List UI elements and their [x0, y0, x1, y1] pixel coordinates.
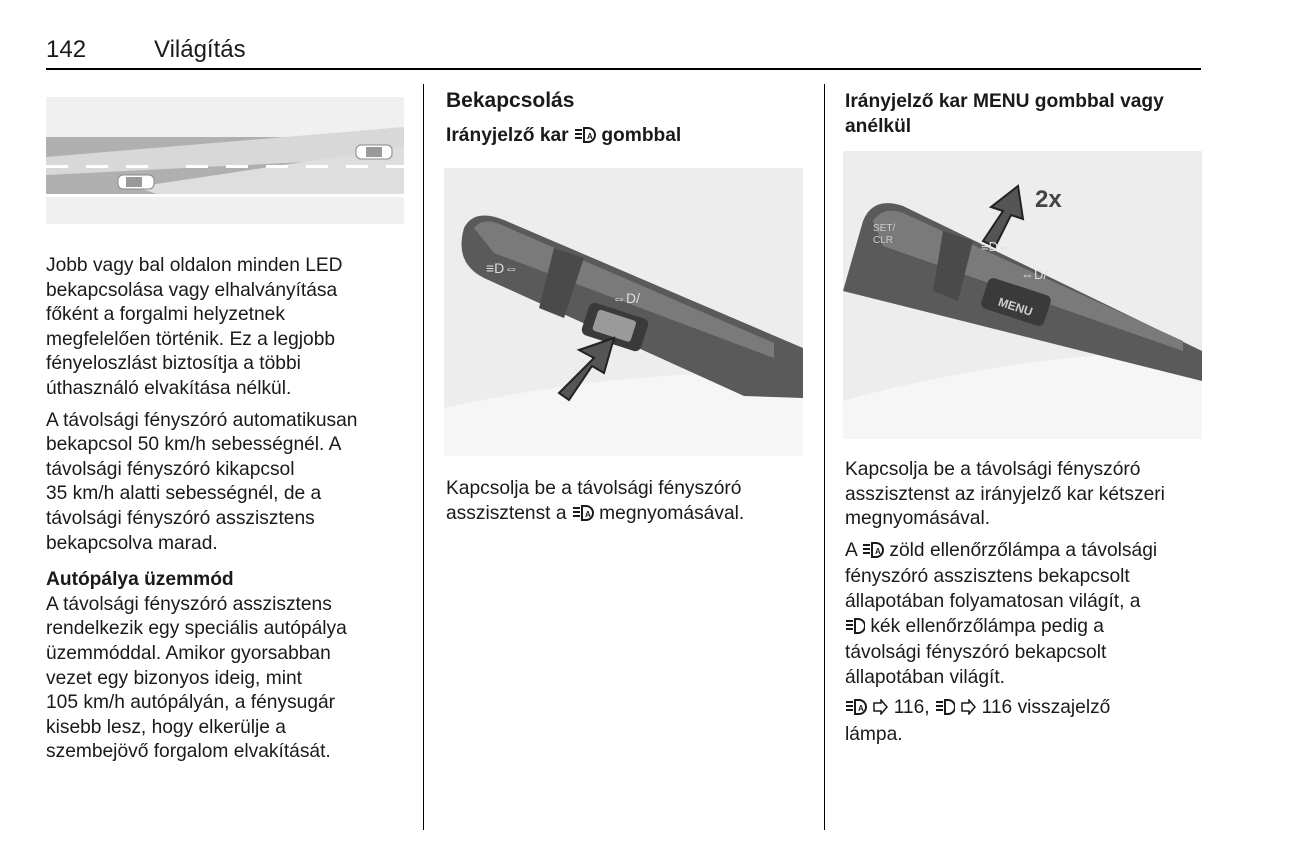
- text-line: megfelelően történik. Ez a legjobb: [46, 328, 336, 350]
- text-line: állapotában folyamatosan világít, a: [845, 590, 1141, 612]
- text-line: megnyomásával.: [845, 508, 991, 530]
- right-column-text: [845, 458, 1205, 748]
- page-number: 142: [46, 36, 87, 63]
- high-beam-assist-icon: [574, 126, 596, 151]
- page-reference-arrow-icon: [960, 698, 976, 723]
- oncoming-car-icon: [356, 145, 392, 159]
- text-span: megnyomásával.: [593, 502, 745, 524]
- high-beam-icon: [845, 617, 865, 642]
- menu-lever-figure: [843, 151, 1202, 439]
- caption-paragraph: [845, 458, 1205, 532]
- middle-caption: [446, 477, 806, 528]
- text-line: szembejövő forgalom elvakítását.: [46, 741, 331, 763]
- auto-paragraph: [46, 409, 416, 557]
- text-line: anélkül: [845, 115, 912, 137]
- svg-text:A: A: [586, 132, 593, 141]
- reference-paragraph: [845, 696, 1205, 747]
- text-line: Jobb vagy bal oldalon minden LED: [46, 255, 343, 276]
- text-line: asszisztenst az irányjelző kar kétszeri: [845, 483, 1165, 505]
- text-line: [446, 502, 806, 529]
- page-header: [46, 34, 1201, 70]
- text-line: vezet egy bizonyos ideig, mint: [46, 667, 302, 689]
- text-line: bekapcsol 50 km/h sebességnél. A: [46, 434, 342, 456]
- text-line: rendelkezik egy speciális autópálya: [46, 618, 347, 640]
- text-line: [845, 696, 1205, 723]
- high-beam-assist-icon: [862, 541, 884, 566]
- text-line: kisebb lesz, hogy elkerülje a: [46, 716, 286, 738]
- text-span: Irányjelző kar: [446, 125, 574, 146]
- text-span: asszisztenst a: [446, 502, 572, 524]
- text-line: állapotában világít.: [845, 666, 1006, 688]
- svg-text:≡D⇔: ≡D⇔: [981, 239, 1011, 254]
- setclr-label-line: SET/: [873, 223, 896, 234]
- high-beam-assist-icon: [845, 698, 867, 723]
- text-line: úthasználó elvakítása nélkül.: [46, 377, 292, 399]
- text-line: Kapcsolja be a távolsági fényszóró: [845, 459, 1141, 480]
- svg-text:⇔D/: ⇔D/: [1021, 267, 1047, 282]
- text-span: visszajelző: [1017, 697, 1111, 719]
- text-line: 105 km/h autópályán, a fénysugár: [46, 692, 336, 714]
- indicator-paragraph: [845, 539, 1205, 691]
- text-line: [845, 615, 1205, 642]
- page-reference[interactable]: 116,: [893, 697, 930, 719]
- text-line: lámpa.: [845, 723, 903, 745]
- svg-text:≡D⇔: ≡D⇔: [486, 260, 519, 276]
- column-divider-1: [423, 84, 424, 830]
- press-twice-label: 2x: [1035, 186, 1062, 213]
- text-line: távolsági fényszóró asszisztens: [46, 507, 315, 529]
- page-reference[interactable]: 116: [981, 697, 1013, 719]
- text-span: zöld ellenőrzőlámpa a távolsági: [884, 539, 1158, 561]
- intro-paragraph: [46, 254, 416, 402]
- text-span: kék ellenőrzőlámpa pedig a: [865, 615, 1104, 637]
- section-heading: Bekapcsolás: [446, 89, 575, 112]
- section-heading: [845, 90, 1205, 139]
- text-line: bekapcsolva marad.: [46, 532, 218, 554]
- text-line: Kapcsolja be a távolsági fényszóró: [446, 478, 742, 499]
- text-line: távolsági fényszóró kikapcsol: [46, 458, 295, 480]
- text-line: üzemmóddal. Amikor gyorsabban: [46, 642, 331, 664]
- menu-label: MENU: [996, 294, 1035, 319]
- text-line: [845, 539, 1205, 566]
- right-column-header: [845, 90, 1205, 139]
- text-span: gombbal: [595, 125, 682, 146]
- text-span: A: [845, 539, 863, 561]
- page-reference-arrow-icon: [872, 698, 888, 723]
- high-beam-icon: [935, 698, 955, 723]
- high-beam-assist-icon: [572, 504, 594, 529]
- text-line: 35 km/h alatti sebességnél, de a: [46, 483, 322, 505]
- turn-signal-lever-figure: [444, 168, 803, 456]
- text-line: bekapcsolása vagy elhalványítása: [46, 279, 338, 301]
- svg-text:A: A: [858, 704, 864, 714]
- svg-text:A: A: [584, 509, 591, 519]
- text-line: A távolsági fényszóró automatikusan: [46, 409, 358, 431]
- page-title: Világítás: [154, 36, 246, 63]
- highway-paragraph: [46, 593, 416, 765]
- text-line: Irányjelző kar MENU gombbal vagy: [845, 91, 1164, 112]
- text-line: fényeloszlást biztosítja a többi: [46, 353, 301, 375]
- car-icon: [118, 175, 154, 189]
- svg-text:A: A: [875, 546, 881, 556]
- svg-text:⇔D/: ⇔D/: [612, 290, 640, 306]
- column-divider-2: [824, 84, 825, 830]
- caption-paragraph: [446, 477, 806, 528]
- left-column-text: [46, 254, 416, 765]
- text-line: távolsági fényszóró bekapcsolt: [845, 642, 1107, 664]
- middle-column-header: [446, 89, 806, 151]
- subsection-heading: [446, 124, 806, 151]
- setclr-label-line: CLR: [873, 235, 894, 246]
- text-line: fényszóró asszisztens bekapcsolt: [845, 566, 1130, 588]
- highway-heading: Autópálya üzemmód: [46, 569, 234, 591]
- road-illustration: [46, 97, 404, 224]
- text-line: A távolsági fényszóró asszisztens: [46, 593, 332, 615]
- text-line: főként a forgalmi helyzetnek: [46, 304, 285, 326]
